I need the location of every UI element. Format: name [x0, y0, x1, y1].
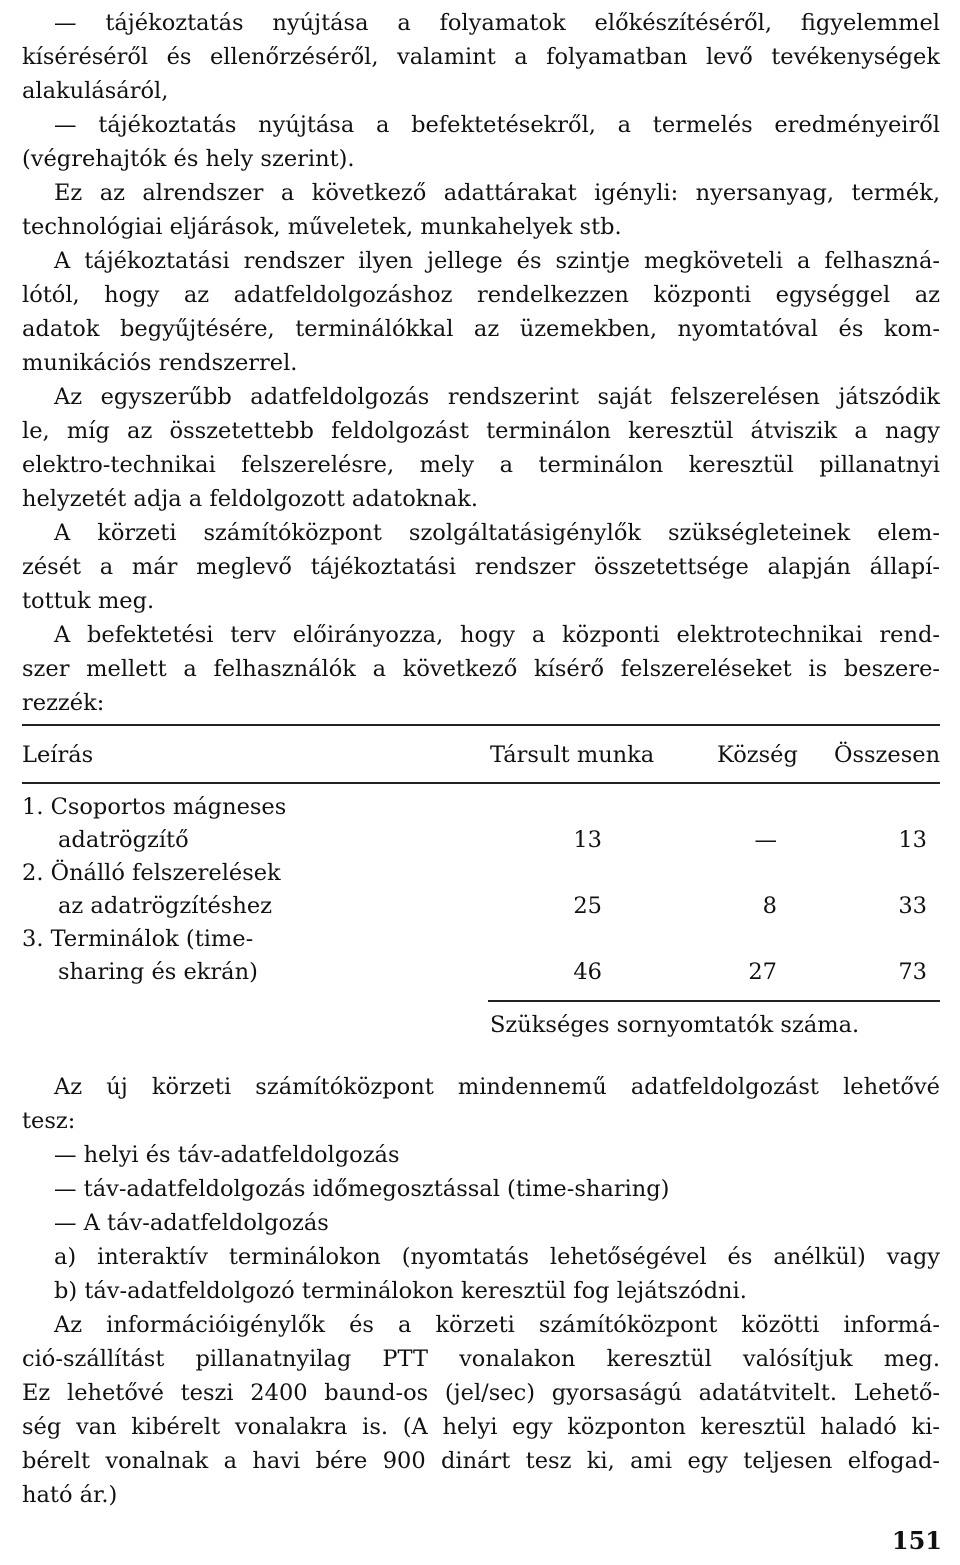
page-number: 151	[891, 1526, 942, 1555]
header-commune: Község	[717, 742, 798, 768]
row-3-total: 73	[898, 959, 927, 985]
body-bottom-line: a) interaktív terminálokon (nyomtatás lehetőségével és anélkül) vagy	[54, 1244, 940, 1270]
table-top-rule	[22, 724, 940, 726]
header-total: Összesen	[834, 742, 941, 768]
body-top-line: A körzeti számítóközpont szolgáltatásigénylők szükségleteinek elem-	[54, 520, 940, 546]
body-top-line: kíséréséről és ellenőrzéséről, valamint a folyamatban levő tevékenységek	[22, 44, 940, 70]
body-top-line: Ez az alrendszer a következő adattárakat igényli: nyersanyag, termék,	[54, 180, 940, 206]
body-top-line: alakulásáról,	[22, 78, 169, 104]
body-top-line: zését a már meglevő tájékoztatási rendszer összetettsége alapján állapí-	[22, 554, 940, 580]
body-top-line: — tájékoztatás nyújtása a folyamatok előkészítéséről, figyelemmel	[54, 10, 940, 36]
body-top-line: le, míg az összetettebb feldolgozást terminálon keresztül átviszik a nagy	[22, 418, 940, 444]
body-bottom-line: tesz:	[22, 1108, 76, 1134]
body-bottom-line: — A táv-adatfeldolgozás	[54, 1210, 329, 1236]
body-bottom-line: b) táv-adatfeldolgozó terminálokon keresztül fog lejátszódni.	[54, 1278, 747, 1304]
body-bottom-line: Az új körzeti számítóközpont mindennemű adatfeldolgozást lehetővé	[54, 1074, 940, 1100]
body-top-line: lótól, hogy az adatfeldolgozáshoz rendelkezzen központi egységgel az	[22, 282, 940, 308]
row-2-label-line1: 2. Önálló felszerelések	[22, 860, 281, 886]
row-2-commune: 8	[762, 893, 777, 919]
body-top-line: A befektetési terv előirányozza, hogy a központi elektrotechnikai rend-	[54, 622, 940, 648]
body-bottom-line: ható ár.)	[22, 1482, 118, 1508]
body-top-line: (végrehajtók és hely szerint).	[22, 146, 355, 172]
body-top-line: A tájékoztatási rendszer ilyen jellege és szintje megköveteli a felhaszná-	[54, 248, 940, 274]
row-1-label-line1: 1. Csoportos mágneses	[22, 794, 287, 820]
header-associated-labour: Társult munka	[490, 742, 655, 768]
body-top-line: elektro-technikai felszerelésre, mely a terminálon keresztül pillanatnyi	[22, 452, 940, 478]
body-bottom-line: Az információigénylők és a körzeti számítóközpont közötti informá-	[54, 1312, 940, 1338]
row-3-associated: 46	[573, 959, 602, 985]
body-top-line: rezzék:	[22, 690, 105, 716]
row-1-label-line2: adatrögzítő	[58, 827, 189, 853]
body-top-line: tottuk meg.	[22, 588, 155, 614]
header-description: Leírás	[22, 742, 94, 768]
row-3-label-line1: 3. Terminálok (time-	[22, 926, 254, 952]
table-header-rule	[22, 782, 940, 784]
body-bottom-line: ség van kibérelt vonalakra is. (A helyi egy központon keresztül haladó ki-	[22, 1414, 940, 1440]
body-top-line: — tájékoztatás nyújtása a befektetésekről, a termelés eredményeiről	[54, 112, 940, 138]
body-top-line: munikációs rendszerrel.	[22, 350, 298, 376]
body-top-line: adatok begyűjtésére, terminálókkal az üzemekben, nyomtatóval és kom-	[22, 316, 940, 342]
body-text-top	[22, 6, 940, 720]
row-1-associated: 13	[573, 827, 602, 853]
body-bottom-line: — táv-adatfeldolgozás időmegosztással (time-sharing)	[54, 1176, 670, 1202]
body-bottom-line: — helyi és táv-adatfeldolgozás	[54, 1142, 400, 1168]
row-2-total: 33	[898, 893, 927, 919]
row-1-total: 13	[898, 827, 927, 853]
body-top-line: helyzetét adja a feldolgozott adatoknak.	[22, 486, 479, 512]
body-text-bottom	[22, 1070, 940, 1512]
row-2-associated: 25	[573, 893, 602, 919]
body-bottom-line: bérelt vonalnak a havi bére 900 dinárt tesz ki, ami egy teljesen elfogad-	[22, 1448, 940, 1474]
body-bottom-line: Ez lehetővé teszi 2400 baund-os (jel/sec) gyorsaságú adatátvitelt. Lehető-	[22, 1380, 940, 1406]
row-2-label-line2: az adatrögzítéshez	[58, 893, 273, 919]
table-footnote: Szükséges sornyomtatók száma.	[490, 1012, 860, 1038]
row-3-label-line2: sharing és ekrán)	[58, 959, 258, 985]
body-top-line: Az egyszerűbb adatfeldolgozás rendszerint saját felszerelésen játszódik	[54, 384, 940, 410]
body-top-line: technológiai eljárások, műveletek, munkahelyek stb.	[22, 214, 622, 240]
row-3-commune: 27	[748, 959, 777, 985]
table-bottom-rule	[488, 1000, 940, 1002]
body-top-line: szer mellett a felhasználók a következő kísérő felszereléseket is beszere-	[22, 656, 940, 682]
row-1-commune: —	[754, 827, 777, 853]
body-bottom-line: ció-szállítást pillanatnyilag PTT vonalakon keresztül valósítjuk meg.	[22, 1346, 940, 1372]
